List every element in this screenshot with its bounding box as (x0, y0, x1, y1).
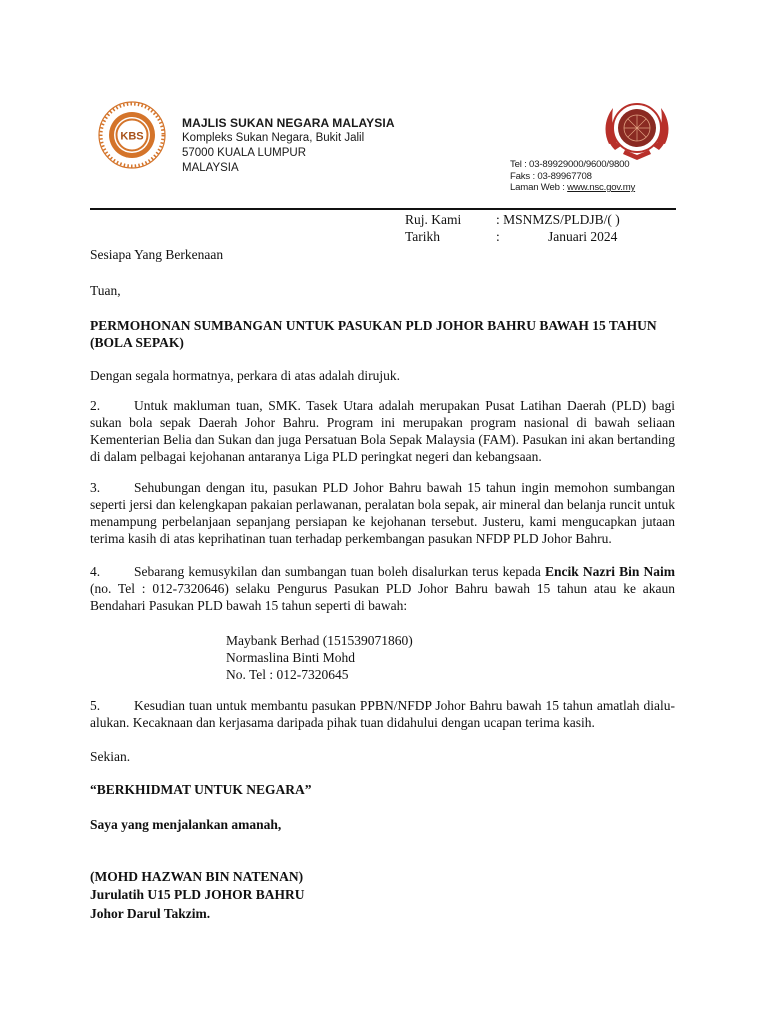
fax-number: Faks : 03-89967708 (510, 170, 592, 182)
salutation: Tuan, (90, 283, 121, 298)
signatory-place: Johor Darul Takzim. (90, 906, 211, 921)
kbs-logo (97, 100, 167, 170)
paragraph-3 (90, 479, 675, 547)
paragraph-text: Sebarang kemusykilan dan sumbangan tuan boleh disalurkan terus kepada (134, 564, 545, 579)
telephone-number: Tel : 03-89929000/9600/9800 (510, 159, 630, 170)
account-holder: Normaslina Binti Mohd (226, 650, 355, 665)
paragraph-number: 4. (90, 564, 101, 579)
signatory-title: Jurulatih U15 PLD JOHOR BAHRU (90, 887, 305, 902)
signatory-name: (MOHD HAZWAN BIN NATENAN) (90, 869, 304, 884)
paragraph-text: Kesudian tuan untuk membantu pasukan PPBN/NFDP Johor Bahru bawah 15 tahun amatlah dialu-alukan. Kecaknaan dan kerjasama daripada pihak tuan didahului dengan ucapan terima kasih. (90, 698, 675, 730)
paragraph-4 (90, 563, 675, 614)
paragraph-2 (90, 397, 675, 465)
paragraph-number: 2. (90, 398, 101, 413)
address-line: Kompleks Sukan Negara, Bukit Jalil (182, 132, 365, 144)
paragraph-text: Untuk makluman tuan, SMK. Tasek Utara adalah merupakan Pusat Latihan Daerah (PLD) bagi sukan bola sepak Daerah Johor Bahru. Program ini merupakan program nasional di bawah seliaan Kementerian Belia dan Sukan dan juga Persatuan Bola Sepak Malaysia (FAM). Pasukan ini akan bertanding di dalam pelbagai kejohanan antaranya Liga PLD peringkat negeri dan kebangsaan. (90, 398, 675, 464)
date-label: Tarikh (405, 229, 441, 244)
paragraph-text: (no. Tel : 012-7320646) selaku Pengurus Pasukan PLD Johor Bahru bawah 15 tahun atau ke akaun Bendahari Pasukan PLD bawah 15 tahun seperti di bawah: (90, 581, 675, 613)
website (510, 182, 635, 194)
paragraph-number: 3. (90, 480, 101, 495)
recipient: Sesiapa Yang Berkenaan (90, 247, 224, 262)
amanah-line: Saya yang menjalankan amanah, (90, 817, 282, 832)
paragraph-5 (90, 697, 675, 731)
svg-text:KBS: KBS (120, 130, 144, 143)
address-line: MALAYSIA (182, 162, 239, 174)
reference-value: : MSNMZS/PLDJB/( ) (496, 212, 620, 227)
msn-logo (601, 98, 673, 164)
date-colon: : (496, 229, 500, 244)
address-line: 57000 KUALA LUMPUR (182, 147, 307, 159)
closing: Sekian. (90, 749, 131, 764)
organisation-address (182, 116, 395, 176)
header-divider (90, 208, 676, 210)
website-label: Laman Web : (510, 182, 568, 193)
subject-line: (BOLA SEPAK) (90, 335, 184, 350)
paragraph-number: 5. (90, 698, 101, 713)
subject-line: PERMOHONAN SUMBANGAN UNTUK PASUKAN PLD JOHOR BAHRU BAWAH 15 TAHUN (90, 318, 657, 333)
contact-details (510, 159, 635, 194)
opening-sentence: Dengan segala hormatnya, perkara di atas adalah dirujuk. (90, 368, 400, 383)
contact-person-name: Encik Nazri Bin Naim (544, 564, 675, 579)
organisation-name: MAJLIS SUKAN NEGARA MALAYSIA (182, 116, 395, 130)
reference-label: Ruj. Kami (405, 212, 462, 227)
account-phone: No. Tel : 012-7320645 (226, 667, 349, 682)
bank-account: Maybank Berhad (151539071860) (226, 633, 413, 648)
website-link[interactable]: www.nsc.gov.my (567, 182, 636, 193)
motto: “BERKHIDMAT UNTUK NEGARA” (90, 782, 312, 797)
date-value: Januari 2024 (548, 229, 618, 244)
paragraph-text: Sehubungan dengan itu, pasukan PLD Johor Bahru bawah 15 tahun ingin memohon sumbangan seperti jersi dan kelengkapan pakaian perlawanan, peralatan bola sepak, air mineral dan belanja runcit untuk menampung perbelanjaan sepanjang persiapan ke kejohanan tersebut. Justeru, kami mengucapkan jutaan terima kasih di atas keprihatinan tuan terhadap perkembangan pasukan NFDP PLD Johor Bahru. (90, 480, 675, 546)
